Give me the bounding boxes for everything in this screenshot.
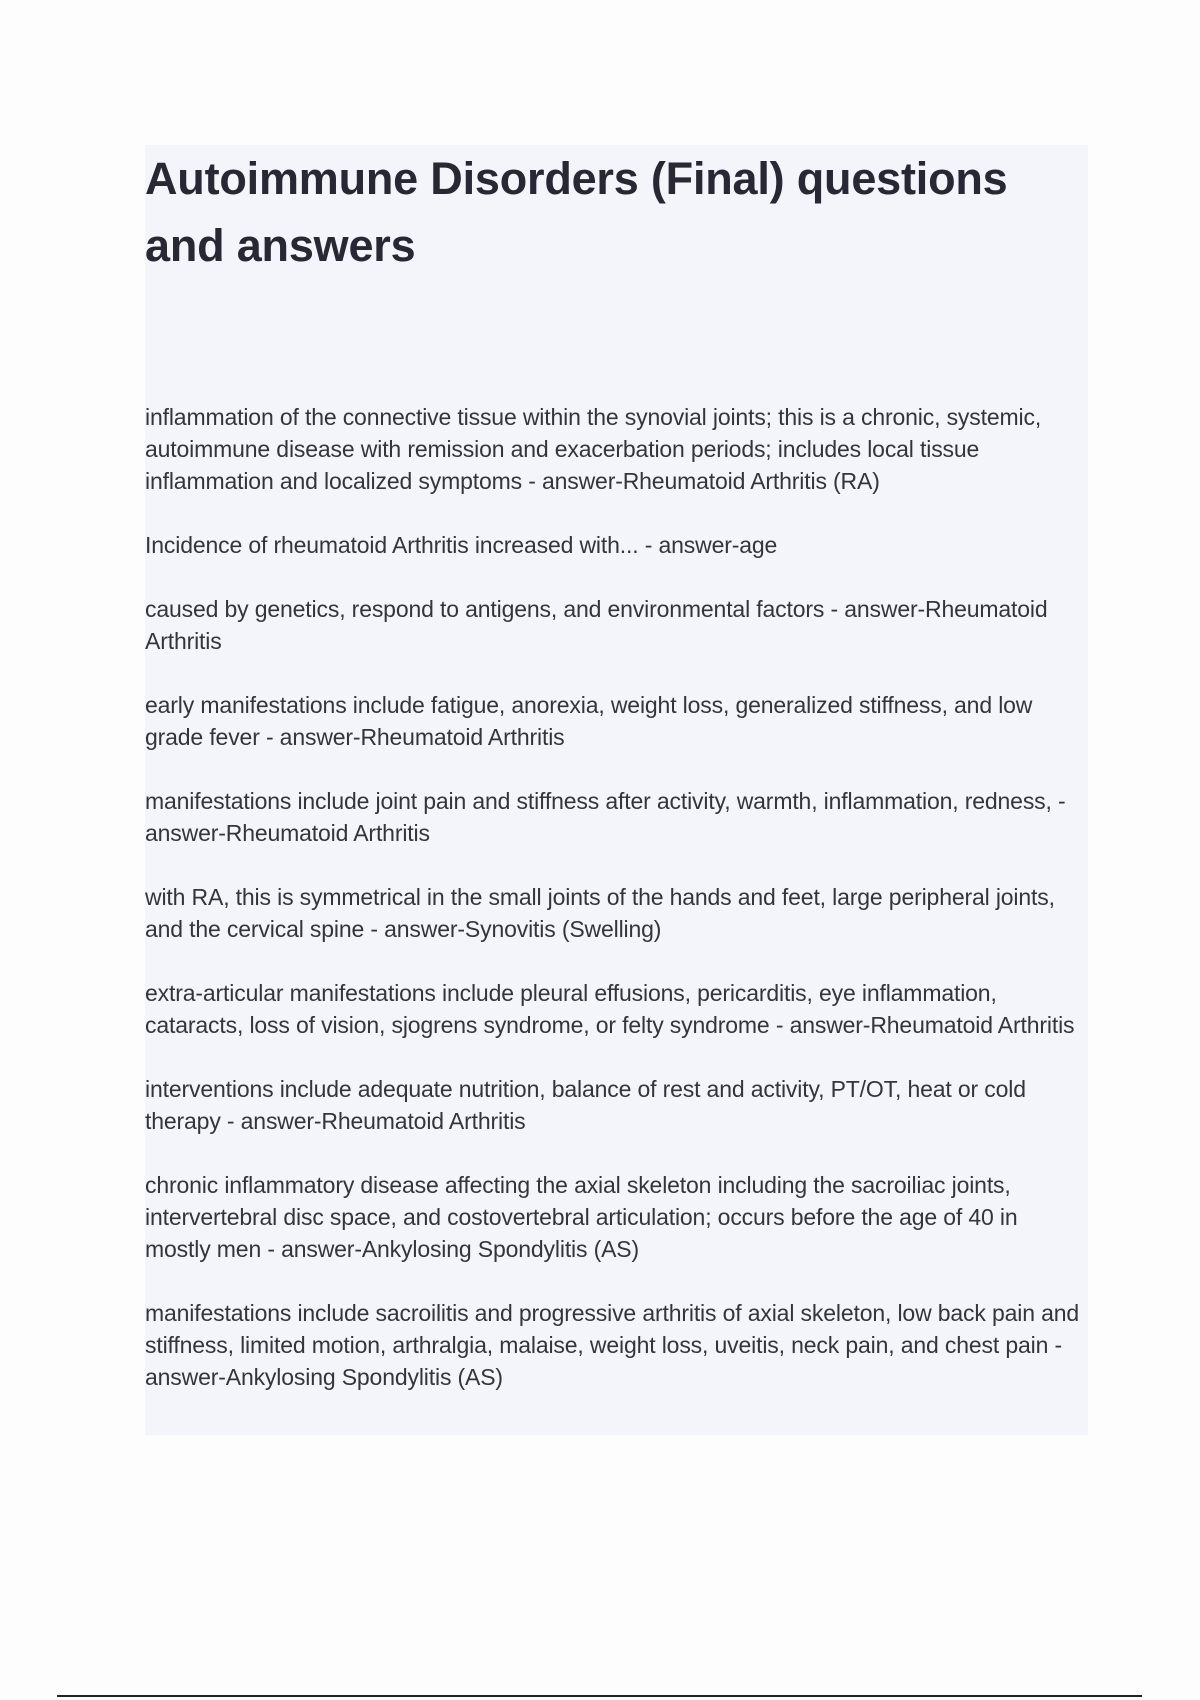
qa-item: manifestations include sacroilitis and progressive arthritis of axial skeleton, low back pain and stiffness, limited motion, arthralgia, malaise, weight loss, uveitis, neck pain, and chest pain - answer-Ankylosing Spondylitis (AS) (145, 1300, 1080, 1390)
qa-item: manifestations include joint pain and stiffness after activity, warmth, inflammation, redness, - answer-Rheumatoid Arthritis (145, 788, 1066, 846)
qa-item: early manifestations include fatigue, anorexia, weight loss, generalized stiffness, and low grade fever - answer-Rheumatoid Arthritis (145, 692, 1033, 750)
qa-item: interventions include adequate nutrition, balance of rest and activity, PT/OT, heat or cold therapy - answer-Rheumatoid Arthritis (145, 1076, 1026, 1134)
qa-item: caused by genetics, respond to antigens, and environmental factors - answer-Rheumatoid Arthritis (145, 596, 1048, 654)
page-title: Autoimmune Disorders (Final) questions and answers (145, 153, 1008, 271)
document-content (145, 145, 1088, 1435)
qa-item: extra-articular manifestations include pleural effusions, pericarditis, eye inflammation, cataracts, loss of vision, sjogrens syndrome, or felty syndrome - answer-Rheumatoid Arthritis (145, 980, 1075, 1038)
qa-item: with RA, this is symmetrical in the small joints of the hands and feet, large peripheral joints, and the cervical spine - answer-Synovitis (Swelling) (145, 884, 1055, 942)
qa-item: inflammation of the connective tissue within the synovial joints; this is a chronic, systemic, autoimmune disease with remission and exacerbation periods; includes local tissue inflammation and localized symptoms - answer-Rheumatoid Arthritis (RA) (145, 404, 1042, 494)
qa-item: Incidence of rheumatoid Arthritis increased with... - answer-age (145, 532, 778, 558)
qa-item: chronic inflammatory disease affecting the axial skeleton including the sacroiliac joints, intervertebral disc space, and costovertebral articulation; occurs before the age of 40 in mostly men - answer-Ankylosing Spondylitis (AS) (145, 1172, 1018, 1262)
page-bottom-divider (57, 1695, 1142, 1697)
qa-list (145, 401, 1088, 1425)
